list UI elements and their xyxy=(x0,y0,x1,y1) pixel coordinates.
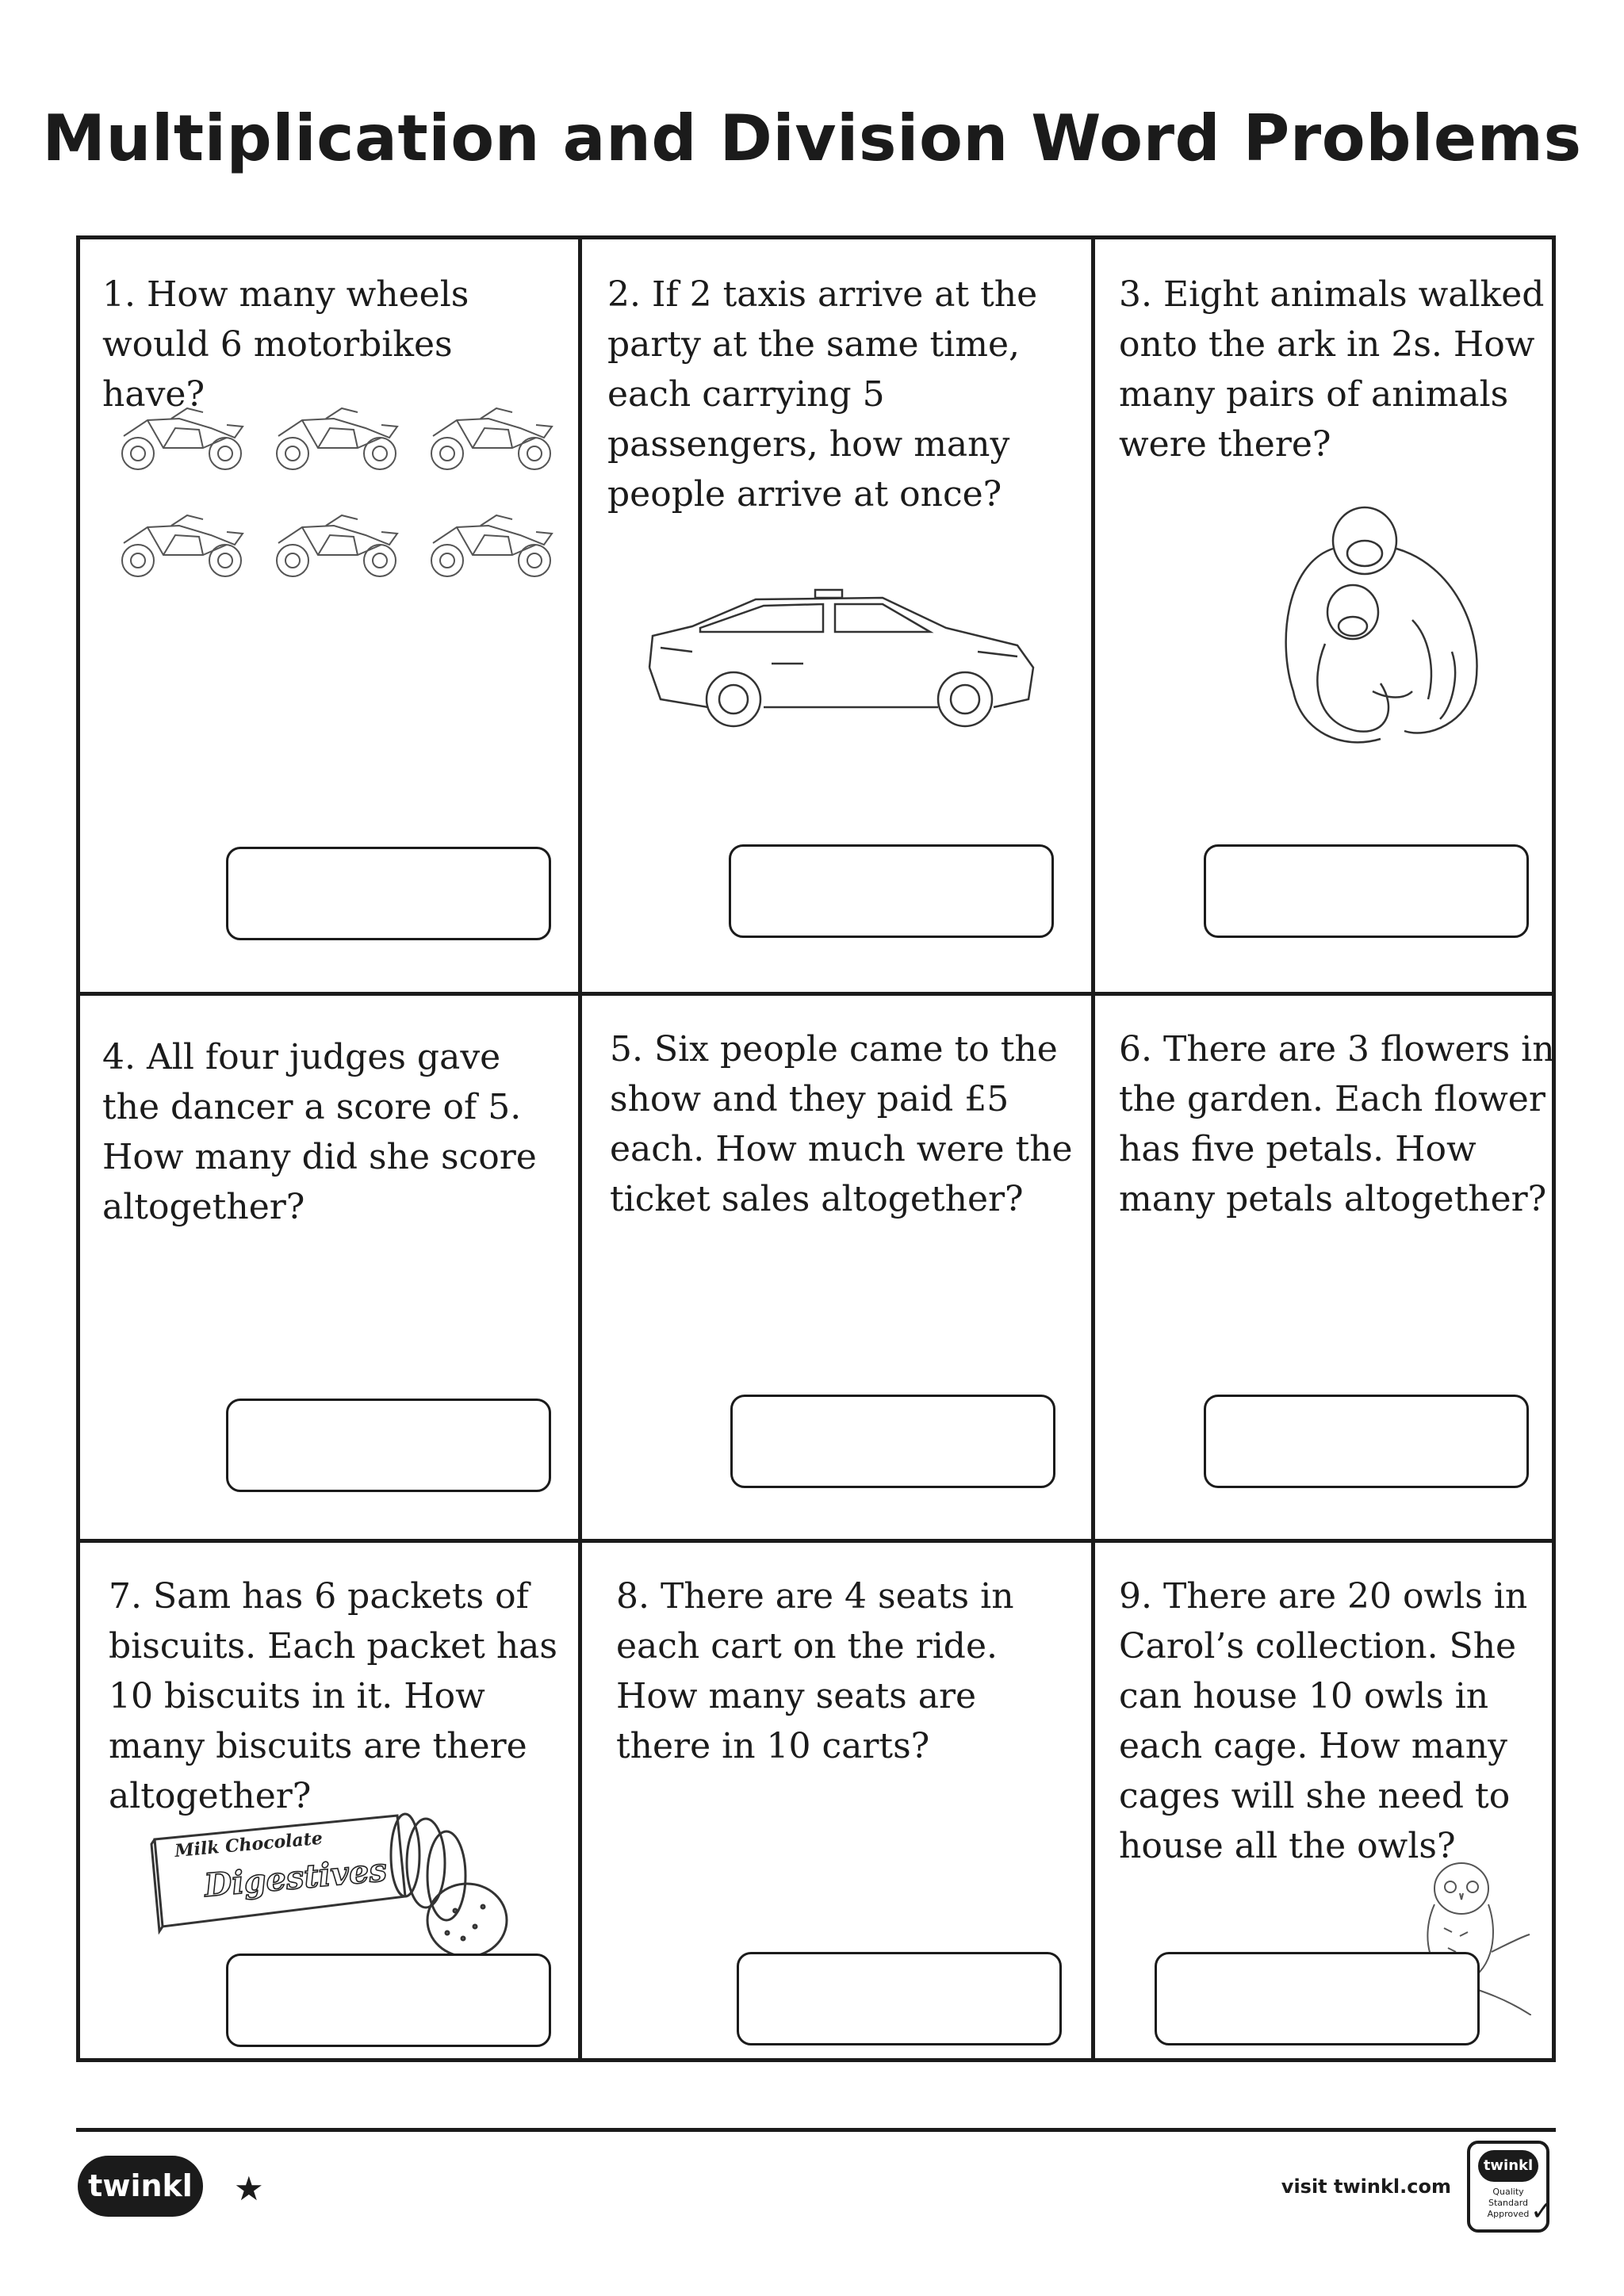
grid-divider xyxy=(80,992,1552,996)
motorbike-icon xyxy=(116,404,560,610)
question-7: 7. Sam has 6 packets of biscuits. Each packet has 10 biscuits in it. How many biscuits are there altogether? xyxy=(109,1576,557,1816)
question-3: 3. Eight animals walked onto the ark in 2s. How many pairs of animals were there? xyxy=(1119,274,1545,465)
grid-divider xyxy=(1091,239,1095,2058)
footer-rule xyxy=(76,2128,1556,2132)
chimpanzees-icon xyxy=(1270,501,1488,755)
page-title: Multiplication and Division Word Problems xyxy=(42,101,1582,175)
question-4: 4. All four judges gave the dancer a score of 5. How many did she score altogether? xyxy=(102,1037,537,1227)
question-9: 9. There are 20 owls in Carol’s collection. She can house 10 owls in each cage. How many cages will she need to house all the owls? xyxy=(1119,1576,1528,1866)
star-icon: ★ xyxy=(234,2169,264,2208)
answer-box-8[interactable] xyxy=(737,1952,1062,2045)
answer-box-1[interactable] xyxy=(226,847,551,940)
badge-text: Quality Standard Approved xyxy=(1487,2187,1530,2219)
question-8: 8. There are 4 seats in each cart on the ride. How many seats are there in 10 carts? xyxy=(616,1576,1014,1766)
question-2: 2. If 2 taxis arrive at the party at the same time, each carrying 5 passengers, how many people arrive at once? xyxy=(607,274,1038,515)
twinkl-logo: twinkl xyxy=(78,2156,203,2217)
checkmark-icon: ✓ xyxy=(1530,2195,1553,2227)
packet-label-main: Digestives xyxy=(202,1851,389,1904)
packet-label-top: Milk Chocolate xyxy=(174,1827,324,1862)
answer-box-5[interactable] xyxy=(730,1395,1055,1488)
badge-logo: twinkl xyxy=(1478,2150,1538,2182)
answer-box-4[interactable] xyxy=(226,1399,551,1492)
taxi-icon xyxy=(645,588,1038,731)
biscuit-packet-icon xyxy=(150,1808,515,1966)
visit-link[interactable]: visit twinkl.com xyxy=(1281,2175,1451,2198)
answer-box-6[interactable] xyxy=(1204,1395,1529,1488)
answer-box-3[interactable] xyxy=(1204,844,1529,938)
answer-box-9[interactable] xyxy=(1155,1952,1480,2045)
question-1: 1. How many wheels would 6 motorbikes have? xyxy=(102,274,469,415)
answer-box-2[interactable] xyxy=(729,844,1054,938)
grid-divider xyxy=(80,1539,1552,1543)
quality-badge xyxy=(1467,2141,1553,2233)
grid-divider xyxy=(578,239,582,2058)
question-6: 6. There are 3 flowers in the garden. Each flower has five petals. How many petals altogether? xyxy=(1119,1029,1555,1219)
answer-box-7[interactable] xyxy=(226,1954,551,2047)
problem-grid xyxy=(76,235,1556,2062)
question-5: 5. Six people came to the show and they paid £5 each. How much were the ticket sales altogether? xyxy=(610,1029,1073,1219)
